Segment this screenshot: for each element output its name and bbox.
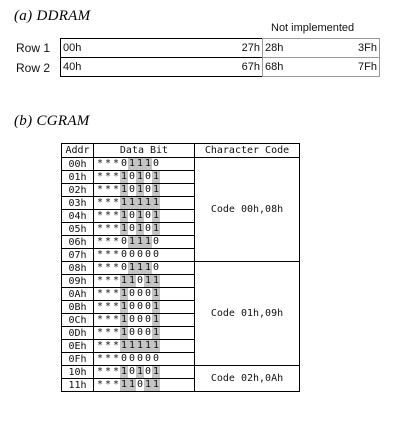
bit-5: 1 [136,197,144,208]
cgram-row [62,262,300,275]
bit-0: * [96,314,104,325]
bit-5: 1 [136,340,144,351]
bit-6: 0 [144,171,152,182]
bit-6: 1 [144,340,152,351]
bit-0: * [96,236,104,247]
bit-1: * [104,366,112,377]
cgram-row [62,366,300,379]
bit-2: * [112,366,120,377]
ddram-row2-end: 67h [241,61,260,73]
bit-1: * [104,223,112,234]
cgram-addr: 02h [62,184,94,197]
bit-4: 0 [128,223,136,234]
cgram-data-bits [94,275,195,288]
bit-4: 1 [128,379,136,390]
bit-2: * [112,379,120,390]
bit-5: 0 [136,301,144,312]
bit-2: * [112,275,120,286]
bit-6: 0 [144,249,152,260]
bit-3: 1 [120,184,128,195]
bit-2: * [112,197,120,208]
bit-3: 0 [120,262,128,273]
bit-6: 1 [144,379,152,390]
ddram-row2-ext-start: 68h [265,61,284,73]
bit-0: * [96,184,104,195]
bit-7: 1 [152,301,160,312]
bit-2: * [112,262,120,273]
bit-7: 1 [152,366,160,377]
bit-2: * [112,210,120,221]
ddram-row2-range [60,57,263,77]
cgram-data-bits [94,197,195,210]
cgram-data-bits [94,288,195,301]
bit-7: 0 [152,236,160,247]
cgram-data-bits [94,184,195,197]
ddram-row1-start: 00h [63,42,82,54]
bit-5: 1 [136,171,144,182]
bit-3: 1 [120,327,128,338]
cgram-data-bits [94,366,195,379]
bit-1: * [104,327,112,338]
bit-2: * [112,158,120,169]
bit-5: 0 [136,314,144,325]
bit-1: * [104,288,112,299]
cgram-body [62,158,300,392]
bit-4: 0 [128,184,136,195]
bit-7: 1 [152,275,160,286]
bit-1: * [104,301,112,312]
cgram-data-bits [94,301,195,314]
bit-4: 0 [128,353,136,364]
bit-1: * [104,184,112,195]
bit-3: 1 [120,171,128,182]
bit-7: 1 [152,327,160,338]
bit-5: 1 [136,236,144,247]
bit-3: 0 [120,249,128,260]
cgram-data-bits [94,340,195,353]
bit-0: * [96,327,104,338]
bit-1: * [104,158,112,169]
cgram-addr: 0Fh [62,353,94,366]
ddram-row1-ext-range [262,38,380,58]
cgram-data-bits [94,314,195,327]
cgram-row [62,158,300,171]
bit-0: * [96,379,104,390]
bit-7: 0 [152,262,160,273]
bit-7: 0 [152,353,160,364]
bit-3: 1 [120,288,128,299]
bit-4: 0 [128,327,136,338]
cgram-heading: (b) CGRAM [14,113,90,129]
character-code-cell: Code 00h,08h [195,158,300,262]
cgram-header-row [62,144,300,158]
bit-7: 1 [152,314,160,325]
bit-6: 1 [144,197,152,208]
bit-4: 1 [128,236,136,247]
ddram-row1-end: 27h [241,42,260,54]
bit-5: 0 [136,249,144,260]
bit-0: * [96,340,104,351]
bit-2: * [112,340,120,351]
cgram-data-bits [94,262,195,275]
bit-2: * [112,314,120,325]
bit-0: * [96,366,104,377]
bit-6: 0 [144,314,152,325]
bit-5: 0 [136,353,144,364]
bit-6: 0 [144,210,152,221]
cgram-data-bits [94,379,195,392]
bit-0: * [96,353,104,364]
bit-6: 0 [144,366,152,377]
bit-3: 0 [120,236,128,247]
bit-3: 0 [120,158,128,169]
ddram-row1-range [60,38,263,58]
bit-0: * [96,223,104,234]
bit-7: 1 [152,340,160,351]
cgram-data-bits [94,223,195,236]
bit-2: * [112,327,120,338]
ddram-row2-label: Row 2 [16,61,51,75]
bit-0: * [96,301,104,312]
bit-1: * [104,379,112,390]
cgram-addr: 06h [62,236,94,249]
cgram-addr: 0Bh [62,301,94,314]
bit-2: * [112,171,120,182]
bit-4: 1 [128,275,136,286]
bit-7: 1 [152,171,160,182]
cgram-data-bits [94,210,195,223]
bit-5: 1 [136,158,144,169]
bit-5: 1 [136,184,144,195]
bit-1: * [104,171,112,182]
bit-1: * [104,262,112,273]
bit-5: 1 [136,366,144,377]
character-code-cell: Code 02h,0Ah [195,366,300,392]
cgram-data-bits [94,171,195,184]
bit-4: 0 [128,366,136,377]
bit-4: 0 [128,210,136,221]
bit-5: 0 [136,288,144,299]
bit-6: 0 [144,223,152,234]
cgram-addr: 09h [62,275,94,288]
cgram-addr: 0Dh [62,327,94,340]
ddram-row2-start: 40h [63,61,82,73]
bit-5: 0 [136,275,144,286]
bit-1: * [104,275,112,286]
bit-4: 1 [128,340,136,351]
bit-6: 0 [144,327,152,338]
cgram-addr: 0Ch [62,314,94,327]
bit-2: * [112,301,120,312]
bit-3: 1 [120,366,128,377]
bit-1: * [104,314,112,325]
bit-1: * [104,249,112,260]
bit-0: * [96,249,104,260]
cgram-addr: 08h [62,262,94,275]
bit-4: 0 [128,301,136,312]
bit-1: * [104,353,112,364]
cgram-addr: 05h [62,223,94,236]
ddram-row1-ext-start: 28h [265,42,284,54]
bit-2: * [112,236,120,247]
bit-3: 1 [120,314,128,325]
bit-7: 1 [152,379,160,390]
bit-5: 1 [136,262,144,273]
cgram-addr: 0Eh [62,340,94,353]
bit-0: * [96,262,104,273]
ddram-row1-ext-end: 3Fh [358,42,377,54]
bit-5: 0 [136,327,144,338]
bit-5: 1 [136,223,144,234]
character-code-cell: Code 01h,09h [195,262,300,366]
bit-3: 1 [120,210,128,221]
bit-1: * [104,236,112,247]
bit-0: * [96,288,104,299]
bit-2: * [112,353,120,364]
bit-0: * [96,197,104,208]
cgram-addr: 07h [62,249,94,262]
bit-6: 0 [144,184,152,195]
bit-0: * [96,210,104,221]
bit-7: 1 [152,223,160,234]
bit-7: 1 [152,197,160,208]
bit-3: 1 [120,379,128,390]
ddram-row1-label: Row 1 [16,41,51,55]
bit-6: 1 [144,275,152,286]
cgram-addr: 00h [62,158,94,171]
bit-7: 1 [152,210,160,221]
cgram-addr: 10h [62,366,94,379]
bit-2: * [112,184,120,195]
bit-6: 1 [144,262,152,273]
bit-5: 0 [136,379,144,390]
bit-6: 0 [144,288,152,299]
bit-3: 1 [120,197,128,208]
bit-4: 0 [128,314,136,325]
ddram-heading: (a) DDRAM [14,8,91,24]
bit-4: 1 [128,158,136,169]
ddram-row2-ext-end: 7Fh [358,61,377,73]
bit-1: * [104,340,112,351]
cgram-addr: 11h [62,379,94,392]
bit-3: 1 [120,301,128,312]
cgram-addr: 04h [62,210,94,223]
ddram-row2-ext-range [262,57,380,77]
bit-4: 0 [128,249,136,260]
bit-5: 1 [136,210,144,221]
bit-2: * [112,288,120,299]
bit-4: 1 [128,197,136,208]
character-code-header: Character Code [195,144,300,158]
bit-0: * [96,275,104,286]
bit-3: 1 [120,223,128,234]
bit-4: 1 [128,262,136,273]
bit-7: 0 [152,158,160,169]
bit-3: 0 [120,353,128,364]
cgram-addr: 03h [62,197,94,210]
bit-7: 1 [152,184,160,195]
cgram-data-bits [94,249,195,262]
bit-0: * [96,158,104,169]
cgram-table [61,143,300,392]
bit-1: * [104,197,112,208]
bit-7: 0 [152,249,160,260]
bit-4: 0 [128,288,136,299]
bit-6: 1 [144,158,152,169]
cgram-data-bits [94,236,195,249]
data-bit-header: Data Bit [94,144,195,158]
cgram-addr: 01h [62,171,94,184]
cgram-data-bits [94,353,195,366]
bit-2: * [112,223,120,234]
bit-0: * [96,171,104,182]
cgram-addr: 0Ah [62,288,94,301]
cgram-data-bits [94,327,195,340]
bit-6: 1 [144,236,152,247]
bit-3: 1 [120,340,128,351]
bit-2: * [112,249,120,260]
bit-7: 1 [152,288,160,299]
bit-1: * [104,210,112,221]
cgram-data-bits [94,158,195,171]
bit-4: 0 [128,171,136,182]
not-implemented-label: Not implemented [271,22,355,34]
bit-6: 0 [144,301,152,312]
addr-header: Addr [62,144,94,158]
bit-6: 0 [144,353,152,364]
bit-3: 1 [120,275,128,286]
